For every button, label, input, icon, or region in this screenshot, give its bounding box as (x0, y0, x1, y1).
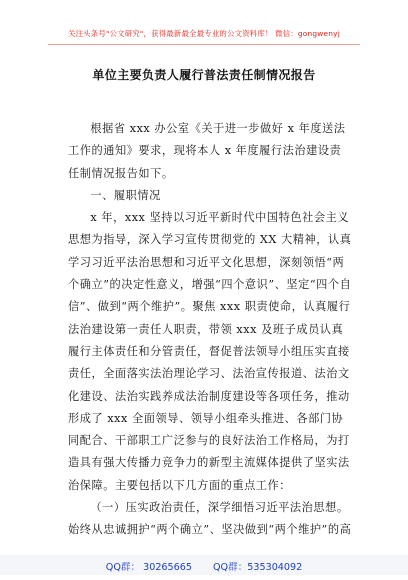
header-banner: 关注头条号"公文研究"，获得最新最全最专业的公文资料库！ 微信：gongwenyj (68, 29, 340, 38)
qq-group-2: QQ群：535304092 (213, 562, 303, 573)
footer (0, 559, 408, 573)
document-body (68, 118, 352, 542)
subsection-paragraph: （一）压实政治责任，深学细悟习近平法治思想。始终从忠诚拥护“两个确立”、坚决做到“两个维护”的高 (68, 501, 352, 537)
intro-paragraph: 根据省 xxx 办公室《关于进一步做好 x 年度送法工作的通知》要求，现将本人 x 年度履行法治建设责任制情况报告如下。 (68, 122, 346, 180)
section-heading: 一、履职情况 (90, 188, 161, 202)
document-title: 单位主要负责人履行普法责任制情况报告 (92, 68, 316, 82)
body-paragraph: x 年，xxx 坚持以习近平新时代中国特色社会主义思想为指导，深入学习宣传贯彻党的 XX 大精神，认真学习习近平法治思想和习近平文化思想，深刻领悟“两个确立”的决定性意义，增强“四个意识”、坚定“四个自信”、做到“两个维护”。聚焦 xxx 职责使命，认真履行法治建设第一责任人职责，带领 xxx 及班子成员认真履行主体责任和分管责任，督促普法领导小组压实直接责任，全面落实法治理论学习、法治宣传报道、法治文化建设、法治实践养成法治制度建设等各项任务，推动形成了 xxx 全面领导、领导小组牵头推进、各部门协同配合、干部职工广泛参与的良好法治工作格局，为打造具有强大传播力竞争力的新型主流媒体提供了坚实法治保障。主要包括以下几方面的重点工作： (68, 211, 352, 492)
header-divider (48, 44, 360, 45)
qq-group-1: QQ群： 30265665 (105, 562, 192, 573)
